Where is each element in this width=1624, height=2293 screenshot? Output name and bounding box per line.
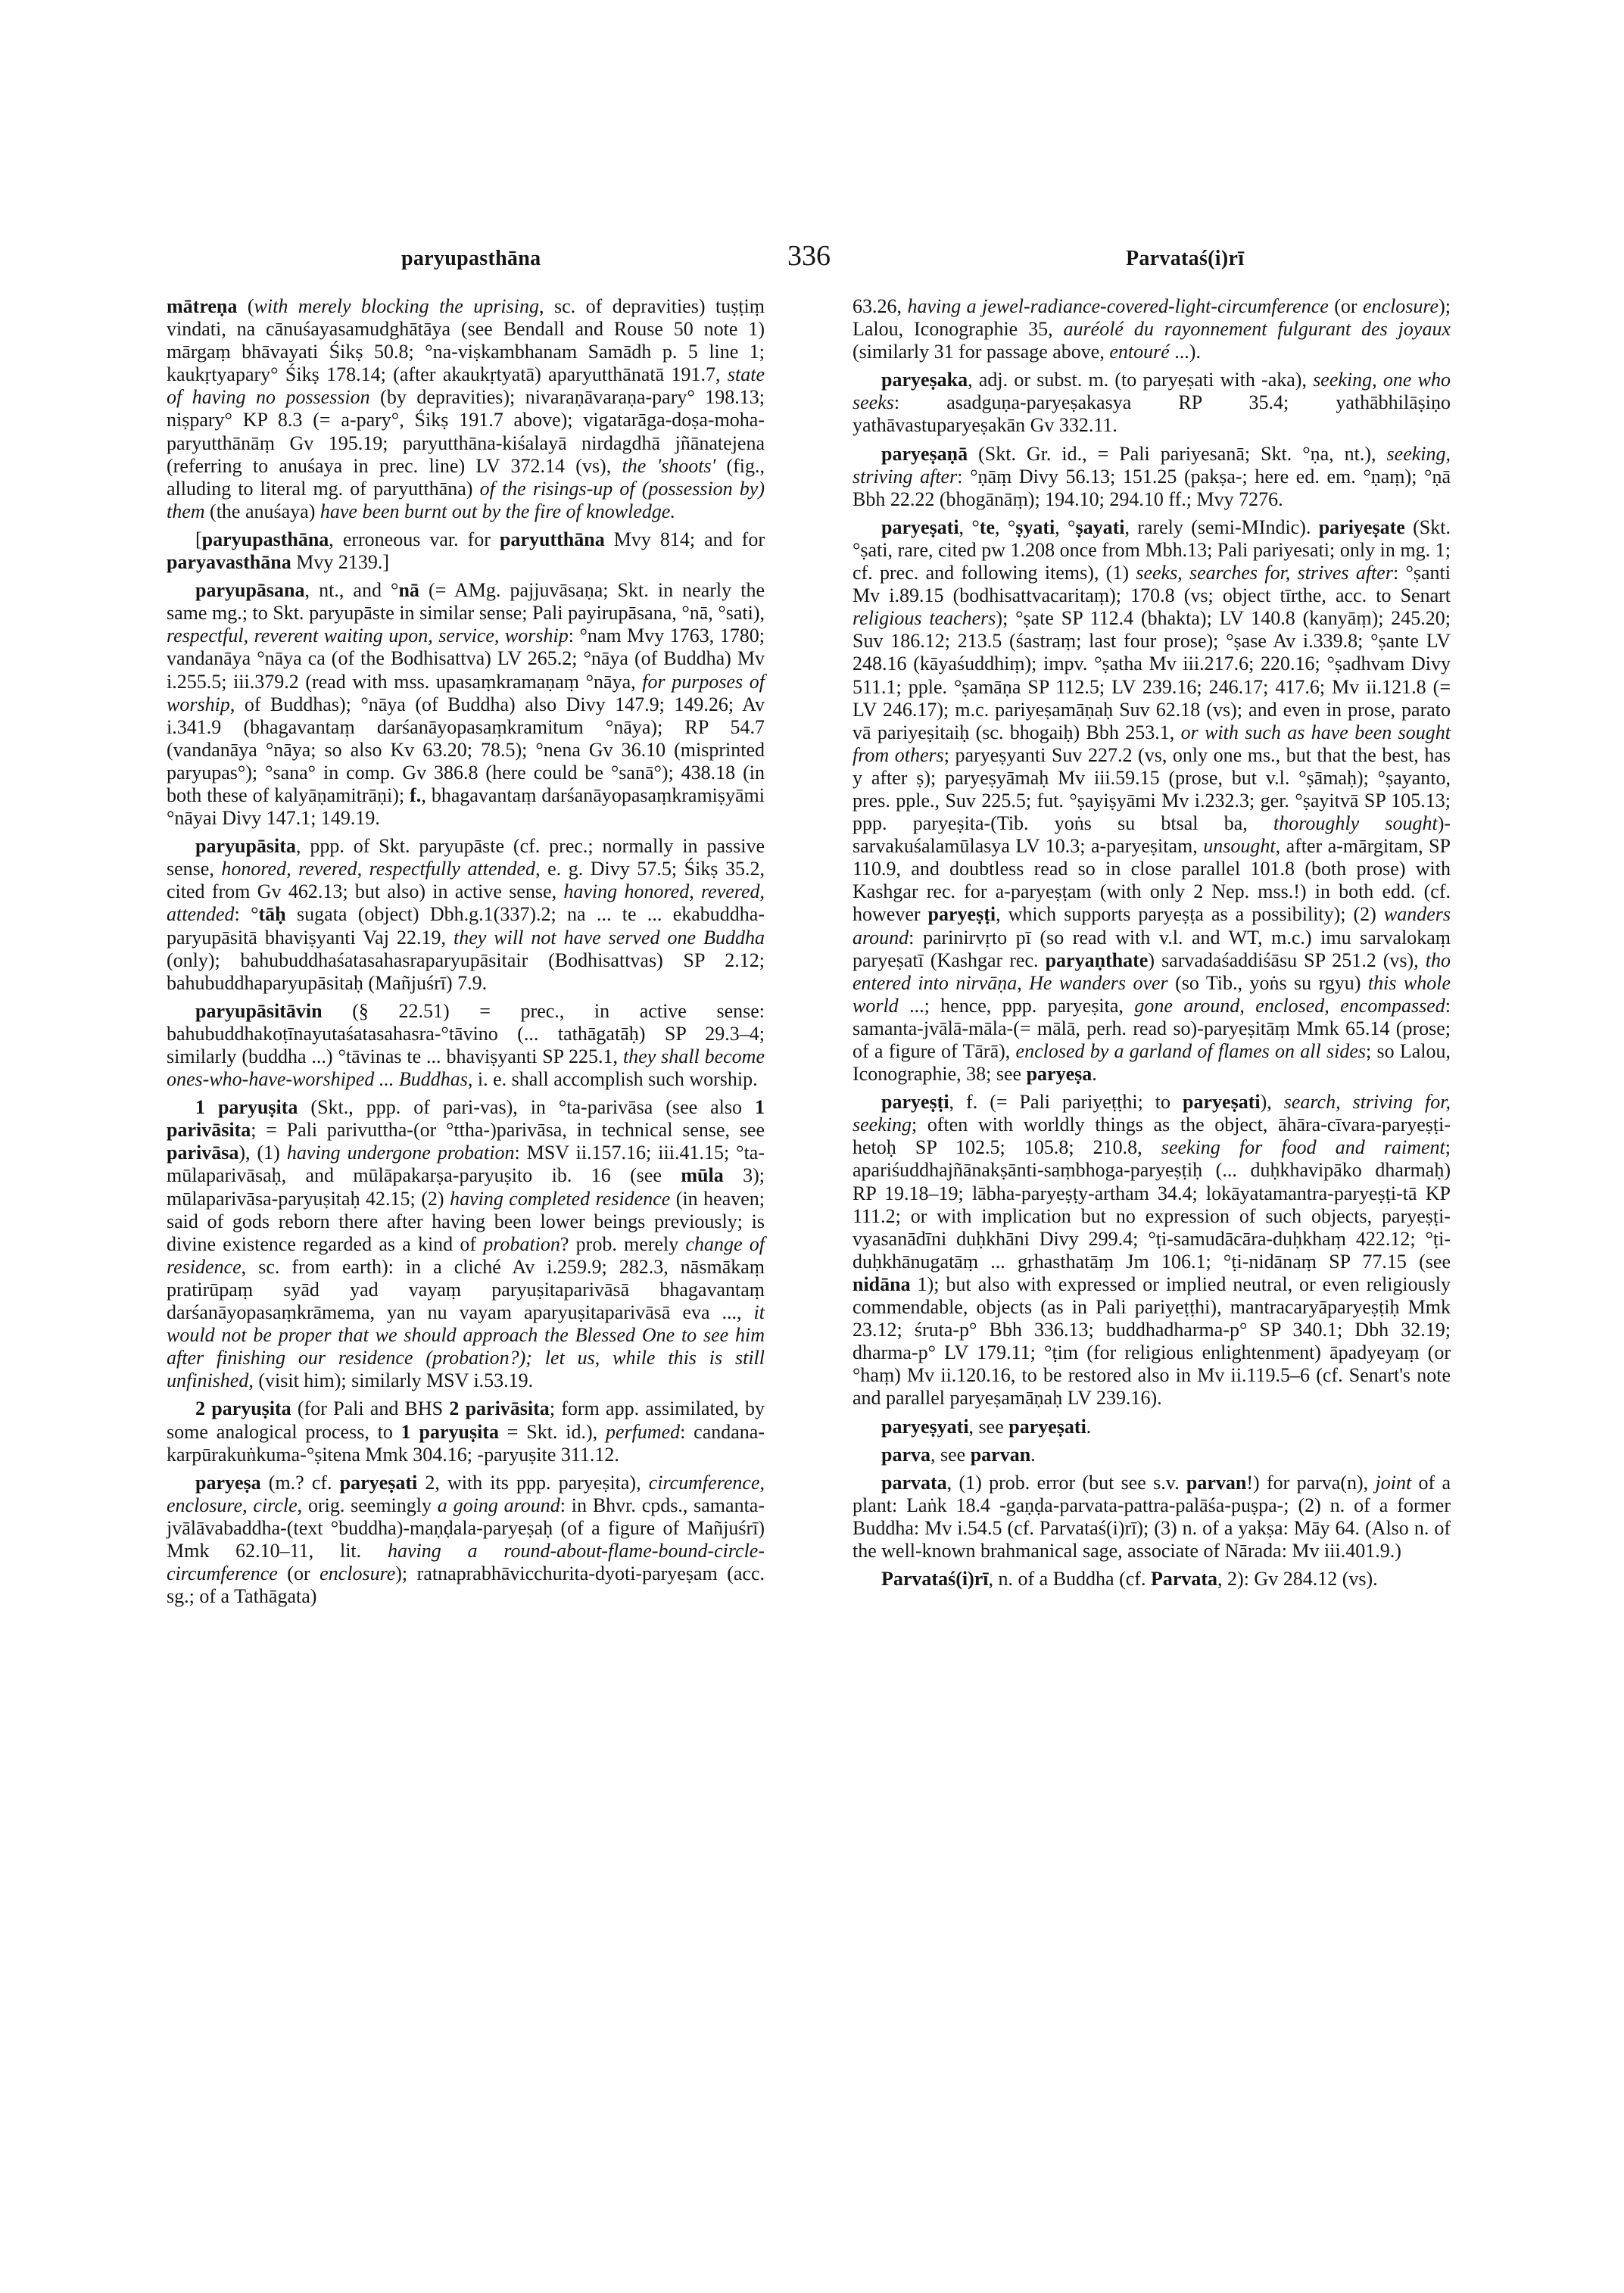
dictionary-entry: paryeṣa (m.? cf. paryeṣati 2, with its ppp. paryeṣita), circumference, enclosure, circle, orig. seemingly a going around: in Bhvr. cpds., samanta-jvālāvabaddha-(text °buddha)-maṇḍala-paryeṣaḥ (of a figure of Mañjuśrī) Mmk 62.10–11, lit. having a round-about-flame-bound-circle-circumference (or enclosure); ratnaprabhāvicchurita-dyoti-paryeṣam (acc. sg.; of a Tathāgata): [167, 1471, 765, 1608]
dictionary-entry: Parvataś(i)rī, n. of a Buddha (cf. Parvata, 2): Gv 284.12 (vs).: [881, 1568, 1378, 1590]
dictionary-entry: paryeṣṭi, f. (= Pali pariyeṭṭhi; to paryeṣati), search, striving for, seeking; often with worldly things as the object, āhāra-cīvara-paryeṣṭi-hetoḥ SP 102.5; 105.8; 210.8, seeking for food and raiment; apariśuddhajñānakṣānti-saṃbhoga-paryeṣṭiḥ (... duḥkhavipāko dharmaḥ) RP 19.18–19; lābha-paryeṣṭy-artham 34.4; lokāyatamantra-paryeṣṭi-tā KP 111.2; or with implication but no expression of such objects, paryeṣṭi-vyasanādīni duḥkhāni Divy 299.4; °ṭi-samudācāra-duḥkhaṃ 422.12; °ṭi-duḥkhānugatāṃ ... gṛhasthatāṃ Jm 106.1; °ṭi-nidānaṃ SP 77.15 (see nidāna 1); but also with expressed or implied neutral, or even religiously commendable, objects (as in Pali pariyeṭṭhi), mantracaryāparyeṣṭiḥ Mmk 23.12; śruta-p° Bbh 336.13; buddhadharma-p° SP 340.1; Dbh 32.19; dharma-p° LV 179.11; °ṭim (for religious enlightenment) āpadyeyaṃ (or °haṃ) Mv ii.120.16, to be restored also in Mv ii.119.5–6 (cf. Senart's note and parallel paryeṣamāṇaḥ LV 239.16).: [853, 1091, 1451, 1410]
page-header: [0, 241, 1624, 286]
dictionary-entry: paryupāsana, nt., and °nā (= AMg. pajjuvāsaṇa; Skt. in nearly the same mg.; to Skt. paryupāste in similar sense; Pali payirupāsana, °nā, °sati), respectful, reverent waiting upon, service, worship: °nam Mvy 1763, 1780; vandanāya °nāya ca (of the Bodhisattva) LV 265.2; °nāya (of Buddha) Mv i.255.5; iii.379.2 (read with mss. upasaṃkramaṇaṃ °nāya, for purposes of worship, of Buddhas); °nāya (of Buddha) also Divy 147.9; 149.26; Av i.341.9 (bhagavantaṃ darśanāyopasaṃkramitum °nāya); RP 54.7 (vandanāya °nāya; so also Kv 63.20; 78.5); °nena Gv 36.10 (misprinted paryupas°); °sana° in comp. Gv 386.8 (here could be °sanā°); 438.18 (in both these of kalyāṇamitrāṇi); f., bhagavantaṃ darśanāyopasaṃkramiṣyāmi °nāyai Divy 147.1; 149.19.: [167, 579, 765, 830]
dictionary-entry: paryeṣaṇā (Skt. Gr. id., = Pali pariyesanā; Skt. °ṇa, nt.), seeking, striving after: °ṇāṃ Divy 56.13; 151.25 (pakṣa-; here ed. em. °ṇaṃ); °ṇā Bbh 22.22 (bhogānāṃ); 194.10; 294.10 ff.; Mvy 7276.: [853, 442, 1451, 510]
dictionary-entry: [paryupasthāna, erroneous var. for paryutthāna Mvy 814; and for paryavasthāna Mvy 2139.]: [167, 528, 765, 574]
dictionary-entry: 63.26, having a jewel-radiance-covered-light-circumference (or enclosure); Lalou, Iconographie 35, auréolé du rayonnement fulgurant des joyaux (similarly 31 for passage above, entouré ...).: [853, 295, 1451, 363]
page-number: 336: [787, 240, 831, 272]
dictionary-entry: paryeṣati, °te, °ṣyati, °ṣayati, rarely (semi-MIndic). pariyeṣate (Skt. °ṣati, rare, cited pw 1.208 once from Mbh.13; Pali pariyesati; only in mg. 1; cf. prec. and following items), (1) seeks, searches for, strives after: °ṣanti Mv i.89.15 (bodhisattvacaritaṃ); 170.8 (vs; object tīrthe, acc. to Senart religious teachers); °ṣate SP 112.4 (bhakta); LV 140.8 (kanyāṃ); 245.20; Suv 186.12; 213.5 (śastraṃ; last four prose); °ṣase Av i.339.8; °ṣante LV 248.16 (kāyaśuddhiṃ); impv. °ṣatha Mv iii.217.6; 220.16; °ṣadhvam Divy 511.1; pple. °ṣamāṇa SP 112.5; LV 239.16; 246.17; 417.6; Mv ii.121.8 (= LV 246.17); m.c. pariyeṣamāṇaḥ Suv 62.18 (vs); and even in prose, parato vā pariyeṣitaiḥ (sc. bhogaiḥ) Bbh 253.1, or with such as have been sought from others; paryeṣyanti Suv 227.2 (vs, only one ms., but that the best, has y after ṣ); paryeṣyāmaḥ Mv iii.59.15 (prose, but v.l. °ṣāmaḥ); °ṣayanto, pres. pple., Suv 225.5; fut. °ṣayiṣyāmi Mv i.232.3; ger. °ṣayitvā SP 105.13; ppp. paryeṣita-(Tib. yoṅs su btsal ba, thoroughly sought)-sarvakuśalamūlasya LV 10.3; a-paryeṣitam, unsought, after a-mārgitam, SP 110.9, and doubtless read so in close parallel 101.8 (both prose) with Kashgar rec. for a-paryeṣṭam (with only 2 Nep. mss.!) in both edd. (cf. however paryeṣṭi, which supports paryeṣṭa as a possibility); (2) wanders around: parinirvṛto pī (so read with v.l. and WT, m.c.) imu sarvalokaṃ paryeṣatī (Kashgar rec. paryaṇthate) sarvadaśaddiśāsu SP 251.2 (vs), tho entered into nirvāṇa, He wanders over (so Tib., yoṅs su rgyu) this whole world ...; hence, ppp. paryeṣita, gone around, enclosed, encompassed: samanta-jvālā-māla-(= mālā, perh. read so)-paryeṣitāṃ Mmk 65.14 (prose; of a figure of Tārā), enclosed by a garland of flames on all sides; so Lalou, Iconographie, 38; see paryeṣa.: [853, 516, 1451, 1086]
dictionary-entry: paryupāsita, ppp. of Skt. paryupāste (cf. prec.; normally in passive sense, honored, revered, respectfully attended, e. g. Divy 57.5; Śikṣ 35.2, cited from Gv 462.13; but also) in active sense, having honored, revered, attended: °tāḥ sugata (object) Dbh.g.1(337).2; na ... te ... ekabuddha-paryupāsitā bhaviṣyanti Vaj 22.19, they will not have served one Buddha (only); bahubuddhaśatasahasraparyupāsitair (Bodhisattvas) SP 2.12; bahubuddhaparyupāsitaḥ (Mañjuśrī) 7.9.: [167, 835, 765, 994]
right-column: [853, 295, 1451, 1596]
dictionary-entry: parvata, (1) prob. error (but see s.v. parvan!) for parva(n), joint of a plant: Laṅk 18.4 -gaṇḍa-parvata-pattra-palāśa-puṣpa-; (2) n. of a former Buddha: Mv i.54.5 (cf. Parvataś(i)rī); (3) n. of a yakṣa: Māy 64. (Also n. of the well-known brahmanical sage, associate of Nārada: Mv iii.401.9.): [853, 1471, 1451, 1562]
dictionary-entry: paryeṣaka, adj. or subst. m. (to paryeṣati with -aka), seeking, one who seeks: asadguṇa-paryeṣakasya RP 35.4; yathābhilāṣiṇo yathāvastuparyeṣakān Gv 332.11.: [853, 369, 1451, 437]
left-running-head: paryupasthāna: [401, 247, 541, 270]
dictionary-entry: paryupāsitāvin (§ 22.51) = prec., in active sense: bahubuddhakoṭīnayutaśatasahasra-°tāvino (... tathāgatāḥ) SP 29.3–4; similarly (buddha ...) °tāvinas te ... bhaviṣyanti SP 225.1, they shall become ones-who-have-worshiped ... Buddhas, i. e. shall accomplish such worship.: [167, 999, 765, 1091]
dictionary-entry: 1 paryuṣita (Skt., ppp. of pari-vas), in °ta-parivāsa (see also 1 parivāsita; = Pali parivuttha-(or °ttha-)parivāsa, in technical sense, see parivāsa), (1) having undergone probation: MSV ii.157.16; iii.41.15; °ta-mūlaparivāsaḥ, and mūlāpakarṣa-paryuṣito ib. 16 (see mūla 3); mūlaparivāsa-paryuṣitaḥ 42.15; (2) having completed residence (in heaven; said of gods reborn there after having been lower beings previously; is divine existence regarded as a kind of probation? prob. merely change of residence, sc. from earth): in a cliché Av i.259.9; 282.3, nāsmākaṃ pratirūpaṃ syād yad vayaṃ paryuṣitaparivāsā bhagavantaṃ darśanāyopasaṃkrāmema, yan nu vayam aparyuṣitaparivāsā eva ..., it would not be proper that we should approach the Blessed One to see him after finishing our residence (probation?); let us, while this is still unfinished, (visit him); similarly MSV i.53.19.: [167, 1096, 765, 1392]
dictionary-entry: paryeṣyati, see paryeṣati.: [881, 1415, 1092, 1438]
left-column: [167, 295, 765, 1613]
dictionary-entry: 2 paryuṣita (for Pali and BHS 2 parivāsita; form app. assimilated, by some analogical process, to 1 paryuṣita = Skt. id.), perfumed: candana-karpūrakuṅkuma-°ṣitena Mmk 304.16; -paryuṣite 311.12.: [167, 1397, 765, 1466]
dictionary-entry: parva, see parvan.: [881, 1443, 1036, 1466]
dictionary-entry: mātreṇa (with merely blocking the uprising, sc. of depravities) tuṣṭiṃ vindati, na cānuśayasamudghātāya (see Bendall and Rouse 50 note 1) mārgaṃ bhāvayati Śikṣ 50.8; °na-viṣkambhanam Samādh p. 5 line 1; kaukṛtyapary° Śikṣ 178.14; (after akaukṛtyatā) aparyutthānatā 191.7, state of having no possession (by depravities); nivaraṇāvaraṇa-pary° 198.13; niṣpary° KP 8.3 (= a-pary°, Śikṣ 191.7 above); vigatarāga-doṣa-moha-paryutthānāṃ Gv 195.19; paryutthāna-kiśalayā nirdagdhā jñānatejena (referring to anuśaya in prec. line) LV 372.14 (vs), the 'shoots' (fig., alluding to literal mg. of paryutthāna) of the risings-up of (possession by) them (the anuśaya) have been burnt out by the fire of knowledge.: [167, 295, 765, 522]
right-running-head: Parvataś(i)rī: [1126, 247, 1245, 270]
